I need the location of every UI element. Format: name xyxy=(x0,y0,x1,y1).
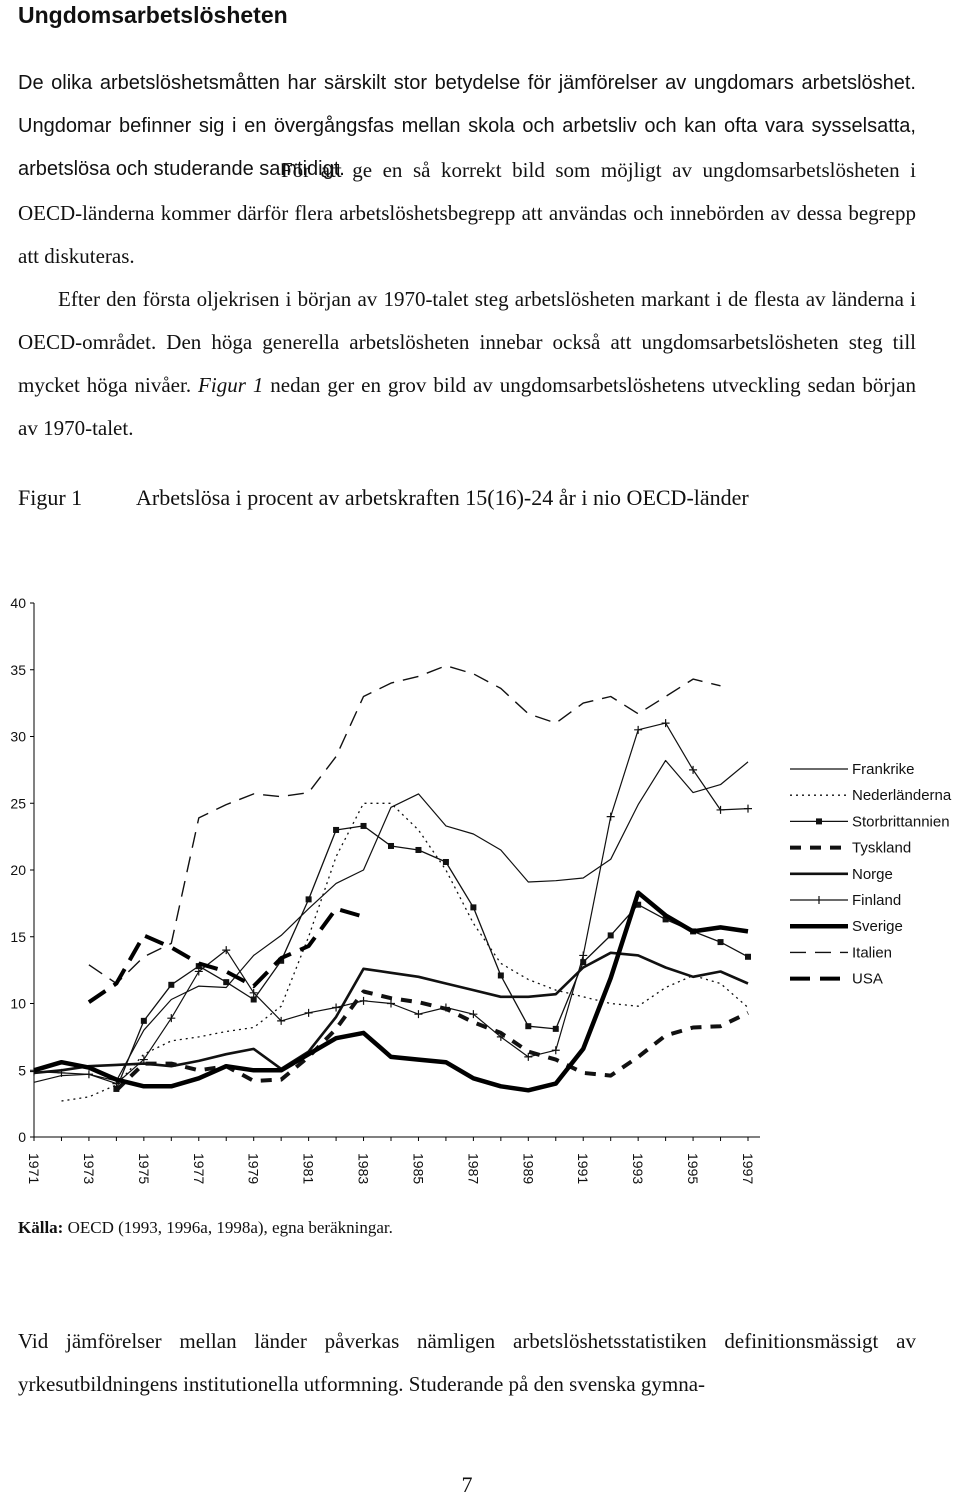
series-tyskland xyxy=(116,992,748,1091)
x-tick-label: 1993 xyxy=(630,1153,647,1185)
y-tick-label: 20 xyxy=(10,862,26,878)
series-line-frankrike xyxy=(34,761,748,1083)
legend-label: Nederländerna xyxy=(852,787,952,805)
paragraph-2 xyxy=(18,278,916,450)
legend-item xyxy=(790,787,952,804)
x-tick-label: 1987 xyxy=(465,1153,482,1185)
paragraph-2-part-2: nedan ger en grov bild av ungdomsarbetslöshetens utveckling sedan början av 1970-talet. xyxy=(18,373,917,440)
y-tick-label: 35 xyxy=(10,661,26,678)
x-tick-label: 1997 xyxy=(740,1153,756,1185)
series-usa xyxy=(89,909,364,1003)
legend-marker xyxy=(816,818,822,824)
data-point xyxy=(141,1018,147,1024)
paragraph-3: Vid jämförelser mellan länder påverkas nämligen arbetslöshetsstatistiken definitionsmässigt av yrkesutbildningens institutionella utformning. Studerande på den svenska gymna- xyxy=(18,1329,916,1396)
legend-label: Sverige xyxy=(852,918,903,936)
figure-caption-text: Arbetslösa i procent av arbetskraften 15(16)-24 år i nio OECD-länder xyxy=(136,485,749,510)
data-point xyxy=(498,972,504,978)
y-axis-ticks xyxy=(10,595,34,1145)
data-point xyxy=(608,932,614,938)
x-tick-label: 1975 xyxy=(135,1153,152,1185)
legend-item xyxy=(790,944,892,961)
data-point xyxy=(168,982,174,988)
legend-item xyxy=(790,918,903,935)
series-frankrike xyxy=(34,761,748,1083)
source-text: OECD (1993, 1996a, 1998a), egna beräkningar. xyxy=(63,1218,393,1237)
legend-label: Finland xyxy=(852,892,902,909)
data-point xyxy=(525,1023,531,1029)
legend-label: Norge xyxy=(852,865,893,883)
legend-item xyxy=(790,971,883,988)
data-point xyxy=(85,1070,93,1078)
legend-label: Tyskland xyxy=(852,839,912,857)
data-point xyxy=(387,1000,395,1008)
data-point xyxy=(415,847,421,853)
x-tick-label: 1971 xyxy=(26,1153,42,1185)
data-point xyxy=(251,996,257,1002)
source-note xyxy=(18,1216,393,1240)
x-tick-label: 1979 xyxy=(245,1153,262,1185)
data-point xyxy=(306,896,312,902)
data-point xyxy=(360,997,368,1005)
y-tick-label: 5 xyxy=(18,1062,26,1079)
figure-reference: Figur 1 xyxy=(198,373,264,397)
page-number: 7 xyxy=(461,1472,473,1497)
data-point xyxy=(223,979,229,985)
data-point xyxy=(333,827,339,833)
data-point xyxy=(388,843,394,849)
legend-label: USA xyxy=(852,970,883,988)
x-tick-label: 1983 xyxy=(355,1153,372,1185)
legend-label: Italien xyxy=(852,944,893,962)
data-point xyxy=(634,726,642,734)
y-tick-label: 10 xyxy=(10,995,26,1012)
data-point xyxy=(662,719,670,727)
chart-series xyxy=(30,666,752,1101)
data-point xyxy=(717,806,725,814)
x-tick-label: 1995 xyxy=(685,1153,702,1185)
data-point xyxy=(414,1010,422,1018)
legend-item xyxy=(790,866,893,883)
x-tick-label: 1977 xyxy=(190,1153,207,1185)
legend-item xyxy=(790,761,915,778)
chart-legend xyxy=(790,761,952,988)
legend-item xyxy=(790,813,950,830)
x-tick-label: 1985 xyxy=(410,1153,427,1185)
x-axis-ticks xyxy=(26,1137,756,1184)
x-tick-label: 1973 xyxy=(80,1153,97,1185)
data-point xyxy=(745,954,751,960)
paragraph-2-part-1: Efter den första oljekrisen i början av 1970-talet steg arbetslösheten markant i de flesta av länderna i OECD-området. Den höga generella arbetslösheten innebar också att ungdomsarbetslösheten steg till mycket höga nivåer. xyxy=(18,287,916,397)
data-point xyxy=(470,904,476,910)
y-tick-label: 30 xyxy=(10,728,26,745)
y-tick-label: 0 xyxy=(18,1129,26,1145)
legend-item xyxy=(790,840,911,857)
data-point xyxy=(607,813,615,821)
paragraph-1-part-1: De olika arbetslöshetsmåtten har särskilt stor betydelse för jämförelser av ungdomars arbetslöshet. Ungdomar befinner sig i en övergångsfas mellan skola och arbetsliv och kan ofta vara sysselsatta, arbetslösa och studerande samtidigt. xyxy=(18,72,916,180)
x-tick-label: 1989 xyxy=(520,1153,537,1185)
data-point xyxy=(552,1046,560,1054)
x-tick-label: 1991 xyxy=(575,1153,592,1185)
data-point xyxy=(167,1014,175,1022)
y-tick-label: 40 xyxy=(10,595,26,611)
section-heading: Ungdomsarbetslösheten xyxy=(18,2,288,28)
data-point xyxy=(305,1009,313,1017)
legend-item xyxy=(790,892,901,909)
legend-label: Frankrike xyxy=(852,761,915,778)
series-finland xyxy=(30,719,752,1087)
data-point xyxy=(689,766,697,774)
series-line-usa xyxy=(89,909,364,1003)
series-line-storbrittannien xyxy=(116,826,748,1089)
data-point xyxy=(443,859,449,865)
series-storbrittannien xyxy=(113,823,751,1092)
paragraph-1-part-2: För att ge en så korrekt bild som möjligt av ungdomsarbetslösheten i OECD-länderna kommer därför flera arbetslöshetsbegrepp att användas och innebörden av dessa begrepp att diskuteras. xyxy=(18,158,916,268)
series-line-tyskland xyxy=(116,992,748,1091)
y-tick-label: 15 xyxy=(10,928,26,945)
legend-label: Storbrittannien xyxy=(852,813,950,831)
y-tick-label: 25 xyxy=(10,795,26,812)
paragraph-1-continued xyxy=(18,149,916,278)
data-point xyxy=(718,939,724,945)
data-point xyxy=(361,823,367,829)
data-point xyxy=(744,805,752,813)
data-point xyxy=(553,1026,559,1032)
figure-label: Figur 1 xyxy=(18,485,83,510)
data-point xyxy=(579,951,587,959)
x-tick-label: 1981 xyxy=(300,1153,317,1185)
unemployment-line-chart xyxy=(0,585,960,1205)
series-line-sverige xyxy=(34,893,748,1091)
source-label: Källa: xyxy=(18,1218,64,1237)
series-sverige xyxy=(34,893,748,1091)
